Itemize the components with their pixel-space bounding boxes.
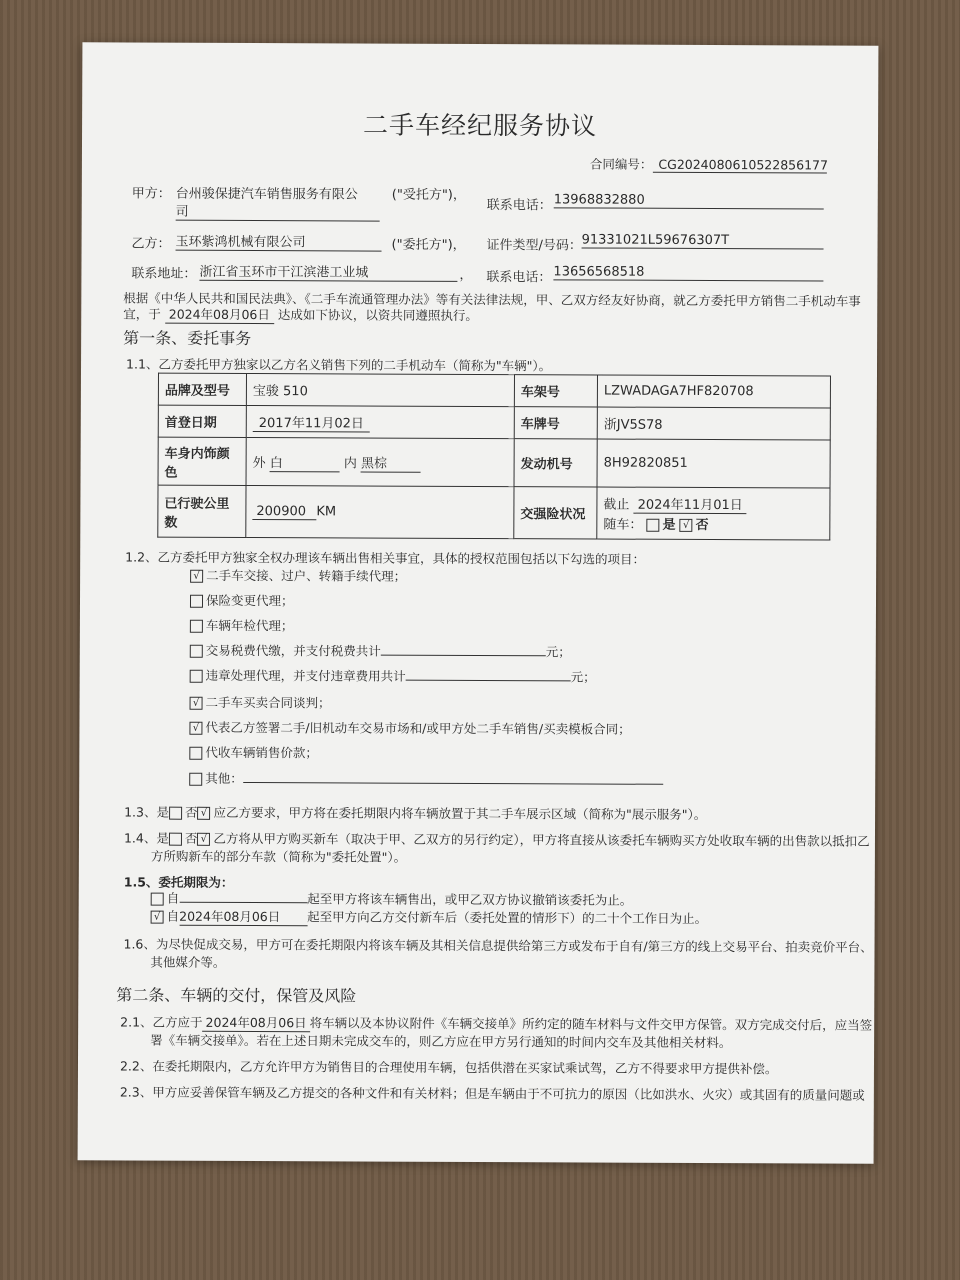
clause-2-3: 2.3、甲方应妥善保管车辆及乙方提交的各种文件和有关材料；但是车辆由于不可抗力的原因（比如洪水、火灾）或其固有的质量问题或 xyxy=(119,1084,865,1103)
clause-1-4-line2: 方所购新车的部分车款（简称为"委托处置"）。 xyxy=(150,848,407,865)
clause-1-4-prefix: 1.4、是 xyxy=(123,830,169,846)
mileage-label: 已行驶公里数 xyxy=(158,485,246,537)
clause-1-6-line2: 其他媒介等。 xyxy=(150,954,226,970)
clause-1-3 xyxy=(124,802,706,823)
exterior-color: 白 xyxy=(270,452,340,472)
insurance-cell xyxy=(597,487,830,540)
term-option-2-date: 2024年08月06日 xyxy=(179,907,307,927)
option-5-text: 违章处理代理，并支付违章费用共计 xyxy=(205,667,406,684)
party-a-name-line1: 台州骏保捷汽车销售服务有限公 xyxy=(175,186,358,203)
clause-1-4-yes-checkbox[interactable] xyxy=(169,833,182,846)
option-3-text: 车辆年检代理； xyxy=(205,617,294,634)
contract-number-label: 合同编号： xyxy=(589,156,653,172)
option-6-checkbox[interactable]: √ xyxy=(190,697,203,710)
clause-1-2: 1.2、乙方委托甲方独家全权办理该车辆出售相关事宜，具体的授权范围包括以下勾选的项目： xyxy=(125,549,646,567)
violation-yuan: 元； xyxy=(570,669,596,685)
contract-number xyxy=(590,154,827,173)
option-9-checkbox[interactable] xyxy=(189,773,202,786)
insurance-until-label: 截止 xyxy=(603,497,630,513)
section-2-heading: 第二条、车辆的交付，保管及风险 xyxy=(116,985,357,1006)
insurance-follow xyxy=(603,514,823,534)
clause-1-4-text: 乙方将从甲方购买新车（取决于甲、乙双方的另行约定），甲方将直接从该委托车辆购买方处收取车辆的出售款以抵扣乙 xyxy=(213,830,870,849)
option-2-checkbox[interactable] xyxy=(190,595,203,608)
term-option-2 xyxy=(151,907,708,928)
address-comma: ， xyxy=(459,267,473,283)
party-b-id: 91331021L59676307T xyxy=(582,232,824,249)
insurance-no-label: 否 xyxy=(695,517,709,534)
party-b-phone: 13656568518 xyxy=(553,264,823,281)
clause-1-4-no-checkbox[interactable]: √ xyxy=(197,833,210,846)
option-1 xyxy=(190,566,406,585)
party-b-address-label: 联系地址： xyxy=(131,266,197,282)
insurance-until-date: 2024年11月01日 xyxy=(634,494,747,514)
term-option-1-date-blank[interactable] xyxy=(179,902,307,904)
intro-line2 xyxy=(123,304,478,325)
document-title: 二手车经纪服务协议 xyxy=(363,110,598,141)
clause-1-1: 1.1、乙方委托甲方独家以乙方名义销售下列的二手机动车（简称为"车辆"）。 xyxy=(126,356,552,374)
option-1-text: 二手车交接、过户、转籍手续代理； xyxy=(206,567,407,584)
reg-date-label: 首登日期 xyxy=(158,405,246,437)
option-4 xyxy=(190,641,571,661)
option-8-checkbox[interactable] xyxy=(189,747,202,760)
term-option-1-from: 自 xyxy=(166,890,180,906)
insurance-follow-label: 随车： xyxy=(603,517,643,533)
option-6-text: 二手车买卖合同谈判； xyxy=(205,694,331,711)
tax-amount-blank[interactable] xyxy=(381,655,546,657)
party-a-phone: 13968832880 xyxy=(554,192,824,209)
option-7-text: 代表乙方签署二手/旧机动车交易市场和/或甲方处二手车销售/买卖模板合同； xyxy=(205,719,631,737)
intro-prefix: 宜，于 xyxy=(123,306,161,322)
insurance-no-checkbox[interactable]: √ xyxy=(680,519,693,532)
mileage-cell xyxy=(246,485,514,538)
brand-value: 宝骏 510 xyxy=(246,373,514,406)
term-option-2-text: 起至甲方向乙方交付新车后（委托处置的情形下）的二十个工作日为止。 xyxy=(307,909,708,927)
option-5-checkbox[interactable] xyxy=(190,670,203,683)
option-7-checkbox[interactable]: √ xyxy=(189,722,202,735)
violation-amount-blank[interactable] xyxy=(406,680,571,682)
brand-label: 品牌及型号 xyxy=(158,373,246,405)
term-option-1 xyxy=(151,889,633,909)
clause-2-1-date: 2024年08月06日 xyxy=(203,1013,310,1032)
color-cell xyxy=(246,437,514,486)
party-a-label: 甲方： xyxy=(131,186,171,202)
vin-value: LZWADAGA7HF820708 xyxy=(597,375,830,408)
option-9-text: 其他： xyxy=(205,770,243,786)
clause-1-3-no-label: 否 xyxy=(184,804,198,820)
insurance-until xyxy=(603,494,823,515)
option-2 xyxy=(190,591,294,609)
insurance-label: 交强险状况 xyxy=(514,487,597,539)
insurance-yes-label: 是 xyxy=(662,517,676,533)
clause-1-3-text: 应乙方要求，甲方将在委托期限内将车辆放置于其二手车展示区域（简称为"展示服务"）。 xyxy=(213,804,707,822)
option-3-checkbox[interactable] xyxy=(190,620,203,633)
option-7 xyxy=(189,718,630,738)
term-option-1-checkbox[interactable] xyxy=(151,893,164,906)
option-8 xyxy=(189,743,318,762)
party-a-name-line2: 司 xyxy=(176,201,380,222)
insurance-yes-checkbox[interactable] xyxy=(646,519,659,532)
party-b-name: 玉环紫鸿机械有限公司 xyxy=(176,231,382,252)
clause-1-4-no-label: 否 xyxy=(184,830,198,846)
option-2-text: 保险变更代理； xyxy=(205,592,294,609)
party-b-address: 浙江省玉环市干江滨港工业城 xyxy=(199,261,457,282)
color-label: 车身内饰颜色 xyxy=(158,437,246,485)
option-1-checkbox[interactable]: √ xyxy=(190,570,203,583)
interior-label: 内 xyxy=(343,455,357,471)
party-a-role: ("受托方")， xyxy=(391,187,466,203)
option-3 xyxy=(190,616,294,634)
contract-paper xyxy=(78,42,879,1163)
mileage-value: 200900 xyxy=(252,504,316,520)
engine-value: 8H92820851 xyxy=(597,439,830,488)
party-b-label: 乙方： xyxy=(131,236,171,252)
clause-2-2: 2.2、在委托期限内，乙方允许甲方为销售目的合理使用车辆，包括供潜在买家试乘试驾，乙方不得要求甲方提供补偿。 xyxy=(119,1058,778,1077)
clause-1-3-prefix: 1.3、是 xyxy=(124,804,170,820)
engine-label: 发动机号 xyxy=(514,439,597,487)
intro-date: 2024年08月06日 xyxy=(165,305,274,324)
option-8-text: 代收车辆销售价款； xyxy=(205,744,318,761)
vehicle-info-table xyxy=(157,373,831,541)
option-4-checkbox[interactable] xyxy=(190,645,203,658)
option-5 xyxy=(190,666,596,686)
intro-line1: 根据《中华人民共和国民法典》、《二手车流通管理办法》等有关法律法规，甲、乙双方经友好协商，就乙方委托甲方销售二手机动车事 xyxy=(123,290,861,309)
reg-date-value: 2017年11月02日 xyxy=(253,412,370,433)
option-4-text: 交易税费代缴，并支付税费共计 xyxy=(205,642,381,659)
term-option-1-text: 起至甲方将该车辆售出，或甲乙双方协议撤销该委托为止。 xyxy=(307,891,633,908)
vin-label: 车架号 xyxy=(514,375,597,407)
party-b-id-label: 证件类型/号码： xyxy=(486,238,582,254)
exterior-label: 外 xyxy=(252,455,266,471)
party-b-phone-label: 联系电话： xyxy=(486,270,552,286)
party-b-role: ("委托方")， xyxy=(391,237,466,253)
reg-date-cell xyxy=(246,405,514,438)
party-a-phone-label: 联系电话： xyxy=(486,198,552,214)
term-option-2-checkbox[interactable]: √ xyxy=(151,911,164,924)
contract-number-value: CG2024080610522856177 xyxy=(652,157,826,174)
term-option-2-from: 自 xyxy=(166,908,180,924)
clause-1-3-no-checkbox[interactable]: √ xyxy=(197,807,210,820)
clause-1-3-yes-checkbox[interactable] xyxy=(169,807,182,820)
tax-yuan: 元； xyxy=(545,644,571,660)
other-blank[interactable] xyxy=(243,782,663,785)
clause-2-1-text: 将车辆以及本协议附件《车辆交接单》所约定的随车材料与文件交甲方保管。双方完成交付后，应当签 xyxy=(309,1015,873,1033)
option-9 xyxy=(189,769,663,789)
intro-suffix: 达成如下协议，以资共同遵照执行。 xyxy=(277,307,478,323)
clause-2-1-line2: 署《车辆交接单》。若在上述日期未完成交车的，则乙方应在甲方另行通知的时间内交车及其他相关材料。 xyxy=(150,1032,732,1051)
option-6 xyxy=(190,693,331,712)
section-1-heading: 第一条、委托事务 xyxy=(123,328,252,349)
interior-color: 黑棕 xyxy=(361,452,421,472)
clause-1-6-line1: 1.6、为尽快促成交易，甲方可在委托期限内将该车辆及其相关信息提供给第三方或发布于自有/第三方的线上交易平台、拍卖竞价平台、 xyxy=(123,936,873,955)
plate-value: 浙JV5S78 xyxy=(597,407,830,440)
clause-2-1-prefix: 2.1、乙方应于 xyxy=(120,1014,203,1030)
mileage-unit: KM xyxy=(316,503,337,519)
plate-label: 车牌号 xyxy=(514,407,597,439)
clause-1-5: 1.5、委托期限为： xyxy=(123,874,234,890)
